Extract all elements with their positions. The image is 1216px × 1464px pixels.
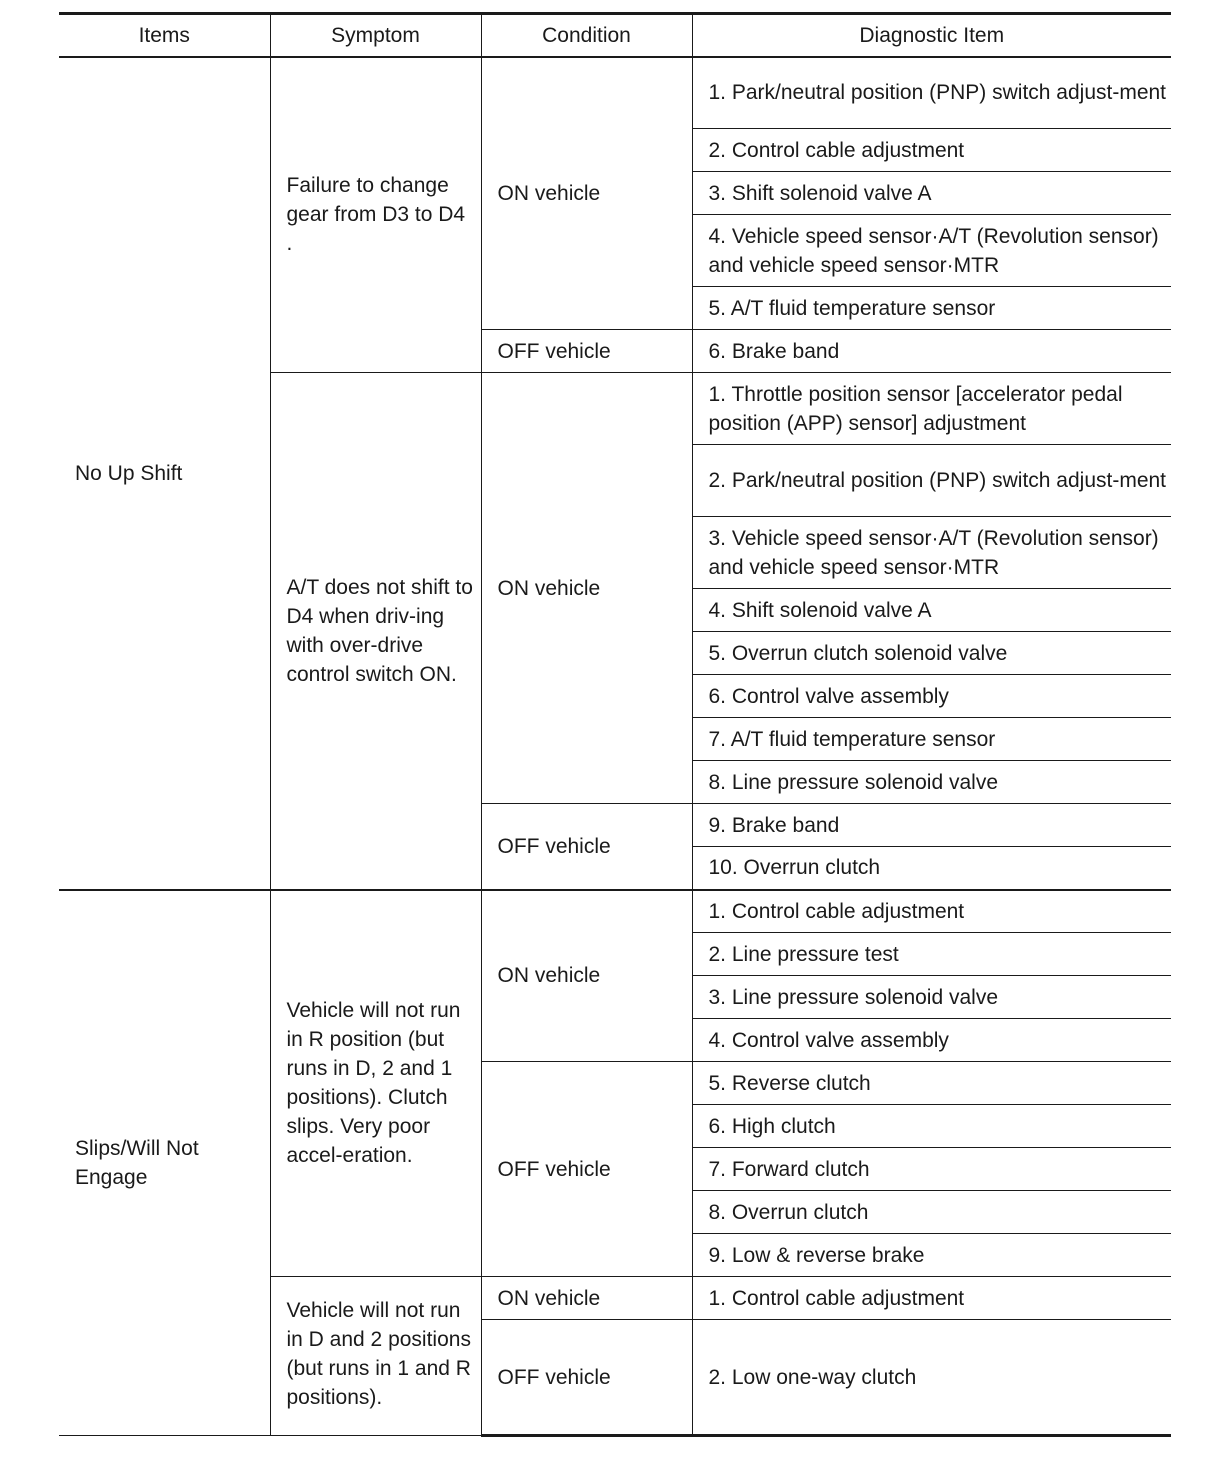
symptom-cell: Failure to change gear from D3 to D4 . <box>270 57 481 373</box>
header-condition: Condition <box>481 14 692 57</box>
diagnostic-item: 7. Forward clutch <box>692 1148 1171 1191</box>
condition-cell: ON vehicle <box>481 1277 692 1320</box>
diagnostic-item: 1. Control cable adjustment <box>692 890 1171 933</box>
table-row <box>59 890 1171 933</box>
diagnostic-item: 1. Throttle position sensor [accelerator pedal position (APP) sensor] adjustment <box>692 373 1171 445</box>
diagnostic-item: 7. A/T fluid temperature sensor <box>692 718 1171 761</box>
diagnostic-item: 4. Shift solenoid valve A <box>692 589 1171 632</box>
diagnostic-item: 5. Reverse clutch <box>692 1062 1171 1105</box>
diagnostic-item: 3. Shift solenoid valve A <box>692 172 1171 215</box>
diagnostic-item: 1. Control cable adjustment <box>692 1277 1171 1320</box>
diagnostic-item: 3. Vehicle speed sensor·A/T (Revolution sensor) and vehicle speed sensor·MTR <box>692 517 1171 589</box>
diagnostic-item: 6. Brake band <box>692 330 1171 373</box>
diagnostic-item: 6. High clutch <box>692 1105 1171 1148</box>
symptom-cell: Vehicle will not run in D and 2 positions (but runs in 1 and R positions). <box>270 1277 481 1436</box>
header-items: Items <box>59 14 270 57</box>
diagnostic-item: 2. Line pressure test <box>692 933 1171 976</box>
diagnostic-item: 9. Low & reverse brake <box>692 1234 1171 1277</box>
diagnostic-item: 4. Control valve assembly <box>692 1019 1171 1062</box>
diagnostic-item: 4. Vehicle speed sensor·A/T (Revolution sensor) and vehicle speed sensor·MTR <box>692 215 1171 287</box>
header-diagnostic-item: Diagnostic Item <box>692 14 1171 57</box>
diagnostic-item: 2. Low one-way clutch <box>692 1320 1171 1436</box>
table-header-row <box>59 14 1171 57</box>
item-slips-will-not-engage: Slips/Will Not Engage <box>59 890 270 1436</box>
diagnostic-item: 8. Line pressure solenoid valve <box>692 761 1171 804</box>
diagnostic-item: 2. Control cable adjustment <box>692 129 1171 172</box>
condition-cell: OFF vehicle <box>481 1320 692 1436</box>
symptom-cell: Vehicle will not run in R position (but runs in D, 2 and 1 positions). Clutch slips. Very poor accel-eration. <box>270 890 481 1277</box>
table-row <box>59 57 1171 129</box>
diagnostic-table <box>59 12 1171 1437</box>
header-symptom: Symptom <box>270 14 481 57</box>
item-no-up-shift: No Up Shift <box>59 57 270 890</box>
condition-cell: OFF vehicle <box>481 1062 692 1277</box>
diagnostic-item: 6. Control valve assembly <box>692 675 1171 718</box>
diagnostic-item: 2. Park/neutral position (PNP) switch adjust-ment <box>692 445 1171 517</box>
condition-cell: ON vehicle <box>481 57 692 330</box>
condition-cell: OFF vehicle <box>481 804 692 890</box>
diagnostic-item: 1. Park/neutral position (PNP) switch adjust-ment <box>692 57 1171 129</box>
condition-cell: ON vehicle <box>481 890 692 1062</box>
diagnostic-item: 3. Line pressure solenoid valve <box>692 976 1171 1019</box>
condition-cell: OFF vehicle <box>481 330 692 373</box>
diagnostic-item: 10. Overrun clutch <box>692 847 1171 890</box>
diagnostic-item: 5. Overrun clutch solenoid valve <box>692 632 1171 675</box>
symptom-cell: A/T does not shift to D4 when driv-ing with over-drive control switch ON. <box>270 373 481 890</box>
diagnostic-item: 9. Brake band <box>692 804 1171 847</box>
condition-cell: ON vehicle <box>481 373 692 804</box>
diagnostic-item: 5. A/T fluid temperature sensor <box>692 287 1171 330</box>
diagnostic-item: 8. Overrun clutch <box>692 1191 1171 1234</box>
